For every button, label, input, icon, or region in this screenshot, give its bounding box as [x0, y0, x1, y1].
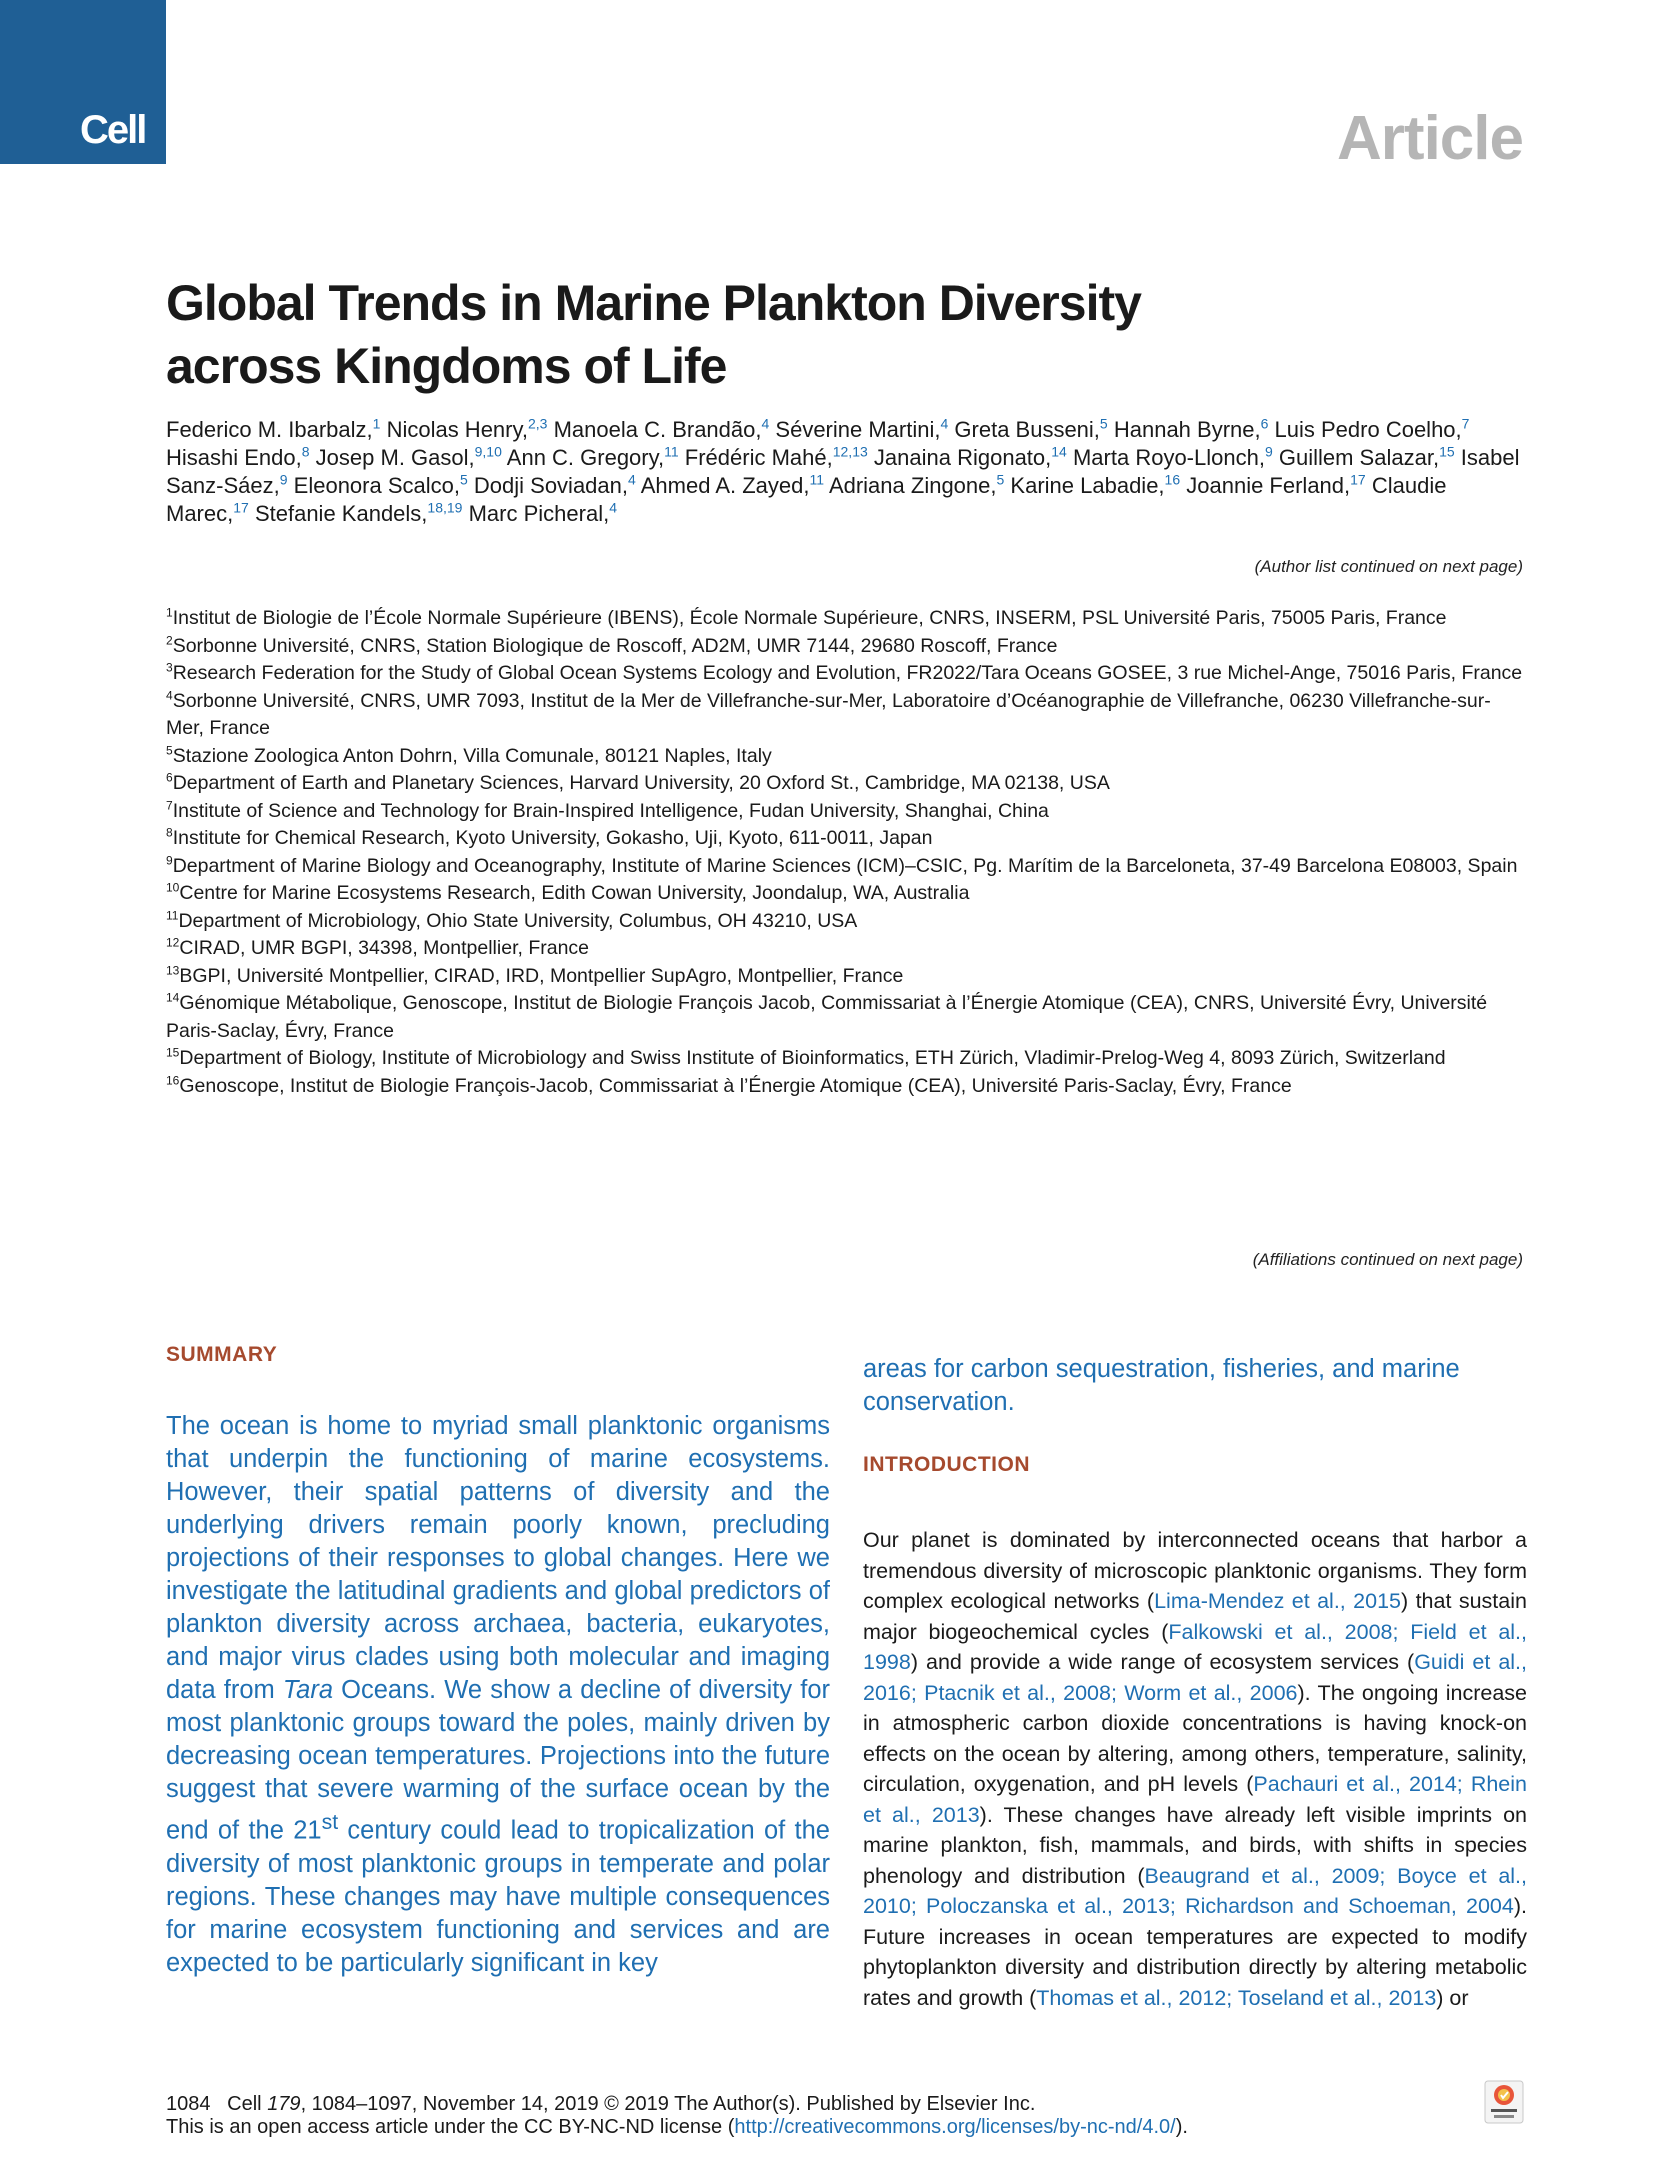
- author-name-text: Ann C. Gregory,: [506, 445, 665, 470]
- author-name-text: Frédéric Mahé,: [684, 445, 833, 470]
- summary-continued: areas for carbon sequestration, fisheries, and marine conservation.: [863, 1355, 1460, 1416]
- page-number: 1084: [166, 2093, 211, 2115]
- affiliation-number: 10: [166, 880, 180, 895]
- author-affiliation-ref[interactable]: 5: [459, 471, 468, 488]
- author-name-text: Séverine Martini,: [775, 417, 941, 442]
- introduction-text-segment: ) and provide a wide range of ecosystem services (: [910, 1650, 1415, 1674]
- author-name: [1073, 445, 1273, 470]
- author-affiliation-ref[interactable]: 9,10: [474, 443, 502, 460]
- title-line-2: across Kingdoms of Life: [166, 338, 727, 394]
- author-name-text: Marc Picheral,: [468, 501, 610, 526]
- author-name-text: Guillem Salazar,: [1278, 445, 1440, 470]
- author-name: [829, 473, 1004, 498]
- affiliation-text: Department of Marine Biology and Oceanography, Institute of Marine Sciences (ICM)–CSIC, Pg. Marítim de la Barceloneta, 37-49 Barcelona E08003, Spain: [172, 854, 1518, 877]
- affiliation-number: 5: [166, 743, 173, 757]
- footer-citation: , 1084–1097, November 14, 2019 © 2019 The Author(s). Published by Elsevier Inc.: [300, 2093, 1036, 2115]
- author-name-text: Claudie Marec,: [166, 473, 1447, 526]
- author-affiliation-ref[interactable]: 4: [609, 499, 617, 516]
- author-affiliation-ref[interactable]: 5: [1099, 415, 1108, 432]
- footer-journal: Cell: [227, 2093, 262, 2115]
- author-name-text: Hannah Byrne,: [1113, 417, 1261, 442]
- affiliation-text: CIRAD, UMR BGPI, 34398, Montpellier, France: [179, 937, 590, 959]
- author-name: [954, 417, 1107, 442]
- affiliation-text: Department of Microbiology, Ohio State University, Columbus, OH 43210, USA: [178, 909, 858, 932]
- introduction-heading: INTRODUCTION: [863, 1453, 1030, 1476]
- affiliation-number: 8: [166, 825, 173, 840]
- author-name-text: Karine Labadie,: [1010, 473, 1165, 498]
- citation-link[interactable]: Beaugrand et al., 2009; Boyce et al., 2010; Poloczanska et al., 2013; Richardson and Schoeman, 2004: [863, 1863, 1527, 1918]
- affiliation-number: 1: [166, 605, 173, 620]
- affiliation-item: [166, 853, 1528, 881]
- introduction-text-segment: ) or: [1436, 1985, 1469, 2010]
- introduction-text-segment: ). These changes have already left visible imprints on marine plankton, fish, mammals, and birds, with shifts in species phenology and distribution (: [863, 1802, 1528, 1888]
- citation-link[interactable]: Falkowski et al., 2008; Field et al., 1998: [863, 1619, 1527, 1674]
- cell-logo-box: [0, 0, 166, 164]
- author-name-text: Joannie Ferland,: [1186, 473, 1351, 498]
- affiliation-item: [166, 825, 1528, 853]
- author-name: [294, 473, 468, 498]
- affiliation-item: [166, 880, 1528, 908]
- affiliation-text: Department of Biology, Institute of Microbiology and Swiss Institute of Bioinformatics, ETH Zürich, Vladimir-Prelog-Weg 4, 8093 Zürich, Switzerland: [179, 1047, 1446, 1069]
- affiliation-text: Centre for Marine Ecosystems Research, Edith Cowan University, Joondalup, WA, Australia: [179, 882, 970, 904]
- author-affiliation-ref[interactable]: 2,3: [527, 415, 548, 432]
- title-line-1: Global Trends in Marine Plankton Diversity: [166, 275, 1141, 331]
- affiliation-text: Institut de Biologie de l’École Normale Supérieure (IBENS), École Normale Supérieure, CNRS, INSERM, PSL Université Paris, 75005 Paris, France: [172, 607, 1447, 629]
- affiliation-number: 9: [166, 853, 173, 867]
- affiliation-item: [166, 660, 1528, 688]
- check-for-updates-icon: [1484, 2080, 1524, 2124]
- affiliation-text: Department of Earth and Planetary Sciences, Harvard University, 20 Oxford St., Cambridge, MA 02138, USA: [172, 772, 1110, 794]
- author-name: [166, 445, 310, 470]
- affiliation-text: BGPI, Université Montpellier, CIRAD, IRD, Montpellier SupAgro, Montpellier, France: [179, 964, 904, 987]
- author-affiliation-ref[interactable]: 18,19: [427, 499, 463, 516]
- citation-link[interactable]: Pachauri et al., 2014; Rhein et al., 2013: [863, 1772, 1527, 1827]
- affiliation-text: Sorbonne Université, CNRS, Station Biologique de Roscoff, AD2M, UMR 7144, 29680 Roscoff, France: [172, 634, 1058, 657]
- author-affiliation-ref[interactable]: 17: [1350, 471, 1366, 488]
- author-affiliation-ref[interactable]: 1: [372, 415, 381, 432]
- author-name: [255, 501, 463, 526]
- affiliation-list: [166, 605, 1528, 1100]
- author-name: [874, 445, 1067, 470]
- affiliation-item: [166, 605, 1528, 633]
- affiliation-text: Genoscope, Institut de Biologie François-Jacob, Commissariat à l’Énergie Atomique (CEA), Université Paris-Saclay, Évry, France: [179, 1074, 1292, 1097]
- introduction-text-segment: ) that sustain major biogeochemical cycles (: [863, 1589, 1527, 1644]
- author-name-text: Eleonora Scalco,: [293, 473, 460, 498]
- author-name: [387, 417, 548, 442]
- affiliation-number: 15: [166, 1045, 180, 1060]
- author-name-text: Stefanie Kandels,: [254, 501, 428, 526]
- affiliation-item: [166, 633, 1528, 661]
- affiliation-number: 14: [166, 990, 180, 1005]
- author-affiliation-ref[interactable]: 14: [1051, 443, 1067, 460]
- author-name: [685, 445, 868, 470]
- citation-link[interactable]: Thomas et al., 2012; Toseland et al., 2013: [1036, 1985, 1437, 2010]
- author-name-text: Marta Royo-Llonch,: [1072, 445, 1265, 470]
- affiliation-item: [166, 688, 1528, 743]
- license-end: ).: [1175, 2116, 1188, 2138]
- affiliation-text: Génomique Métabolique, Genoscope, Institut de Biologie François Jacob, Commissariat à l’Énergie Atomique (CEA), CNRS, Université Évry, Université Paris-Saclay, Évry, France: [166, 992, 1488, 1042]
- summary-tara-italic: Tara: [282, 1676, 334, 1704]
- author-list: [166, 416, 1526, 528]
- affiliation-number: 4: [166, 688, 173, 702]
- affiliation-text: Institute of Science and Technology for Brain-Inspired Intelligence, Fudan University, Shanghai, China: [172, 799, 1049, 822]
- author-affiliation-ref[interactable]: 12,13: [832, 443, 868, 460]
- author-name: [507, 445, 679, 470]
- author-affiliation-ref[interactable]: 6: [1260, 415, 1269, 432]
- introduction-text-segment: Our planet is dominated by interconnected oceans that harbor a tremendous diversity of microscopic planktonic organisms. They form complex ecological networks (: [863, 1528, 1527, 1613]
- author-name: [1275, 417, 1470, 442]
- author-name-text: Janaina Rigonato,: [873, 445, 1052, 470]
- affiliation-number: 13: [166, 963, 180, 977]
- author-list-note: (Author list continued on next page): [1254, 557, 1523, 576]
- affiliation-item: [166, 990, 1528, 1045]
- author-name-text: Adriana Zingone,: [828, 473, 997, 498]
- author-name: [1186, 473, 1365, 498]
- author-affiliation-ref[interactable]: 9: [279, 471, 288, 488]
- article-title: [166, 272, 1366, 398]
- author-name: [554, 417, 770, 442]
- author-affiliation-ref[interactable]: 4: [940, 415, 949, 432]
- author-affiliation-ref[interactable]: 11: [664, 443, 679, 460]
- summary-heading: SUMMARY: [166, 1343, 278, 1366]
- author-name-text: Hisashi Endo,: [166, 445, 302, 470]
- summary-text-c: century could lead to tropicalization of the diversity of most planktonic groups in temperate and polar regions. These changes may have multiple consequences for marine ecosystem functioning and services and are expected to be particularly significant in key: [166, 1816, 830, 1977]
- author-name-text: Greta Busseni,: [954, 417, 1100, 442]
- author-affiliation-ref[interactable]: 4: [761, 415, 770, 432]
- affiliation-item: [166, 1045, 1528, 1073]
- summary-text-b: Oceans. We show a decline of diversity for most planktonic groups toward the poles, mainly driven by decreasing ocean temperatures. Projections into the future suggest that severe warming of the surface ocean by the end of the 21: [166, 1676, 830, 1845]
- affiliation-number: 2: [166, 633, 173, 647]
- author-affiliation-ref[interactable]: 11: [809, 471, 825, 488]
- author-affiliation-ref[interactable]: 4: [628, 471, 636, 488]
- affiliation-number: 11: [166, 908, 179, 922]
- affiliation-item: [166, 908, 1528, 936]
- affiliation-number: 3: [166, 660, 173, 675]
- affiliation-number: 7: [166, 798, 173, 812]
- license-line: [166, 2116, 1466, 2139]
- author-name: [316, 445, 502, 470]
- cell-logo: Cell: [80, 108, 146, 152]
- author-name: [641, 473, 824, 498]
- author-name: [474, 473, 636, 498]
- check-for-updates-badge[interactable]: [1484, 2080, 1524, 2124]
- affiliation-number: 6: [166, 770, 173, 785]
- affiliation-item: [166, 1073, 1528, 1101]
- article-type-label: Article: [1337, 104, 1523, 173]
- affiliation-number: 16: [166, 1073, 180, 1087]
- affiliation-item: [166, 963, 1528, 991]
- affiliation-text: Institute for Chemical Research, Kyoto University, Gokasho, Uji, Kyoto, 611-0011, Japan: [172, 827, 933, 849]
- author-name-text: Isabel Sanz-Sáez,: [166, 445, 1520, 498]
- author-name-text: Dodji Soviadan,: [473, 473, 629, 498]
- summary-superscript: st: [321, 1810, 339, 1834]
- introduction-text-segment: ). Future increases in ocean temperatures are expected to modify phytoplankton diversity and distribution directly by altering metabolic rates and growth (: [863, 1894, 1527, 2010]
- author-name-text: Nicolas Henry,: [386, 417, 528, 442]
- author-affiliation-ref[interactable]: 5: [996, 471, 1005, 488]
- author-name-text: Josep M. Gasol,: [315, 445, 475, 470]
- affiliation-item: [166, 743, 1528, 771]
- citation-line: [166, 2093, 1466, 2116]
- author-name-text: Luis Pedro Coelho,: [1274, 417, 1462, 442]
- author-affiliation-ref[interactable]: 7: [1461, 415, 1470, 432]
- introduction-text-segment: ). The ongoing increase in atmospheric carbon dioxide concentrations is having knock-on effects on the ocean by altering, among others, temperature, salinity, circulation, oxygenation, and pH levels (: [863, 1680, 1527, 1796]
- author-affiliation-ref[interactable]: 17: [233, 499, 249, 516]
- page-footer: [166, 2093, 1466, 2139]
- license-link[interactable]: http://creativecommons.org/licenses/by-nc-nd/4.0/: [734, 2116, 1176, 2138]
- affiliation-text: Research Federation for the Study of Global Ocean Systems Ecology and Evolution, FR2022/Tara Oceans GOSEE, 3 rue Michel-Ange, 75016 Paris, France: [172, 662, 1523, 684]
- citation-link[interactable]: Lima-Mendez et al., 2015: [1154, 1589, 1402, 1613]
- affiliation-text: Sorbonne Université, CNRS, UMR 7093, Institut de la Mer de Villefranche-sur-Mer, Laboratoire d’Océanographie de Villefranche, 06230 Villefranche-sur-Mer, France: [166, 689, 1491, 739]
- affiliation-item: [166, 935, 1528, 963]
- author-name: [1114, 417, 1269, 442]
- author-affiliation-ref[interactable]: 8: [301, 443, 310, 460]
- affiliation-number: 12: [166, 935, 180, 950]
- author-affiliation-ref[interactable]: 15: [1439, 443, 1455, 460]
- affiliation-item: [166, 798, 1528, 826]
- author-name: [1279, 445, 1455, 470]
- summary-text-a: The ocean is home to myriad small planktonic organisms that underpin the functioning of marine ecosystems. However, their spatial patterns of diversity and the underlying drivers remain poorly known, precluding projections of their responses to global changes. Here we investigate the latitudinal gradients and global predictors of plankton diversity across archaea, bacteria, eukaryotes, and major virus clades using both molecular and imaging data from: [166, 1412, 830, 1704]
- author-name-text: Ahmed A. Zayed,: [640, 473, 810, 498]
- author-affiliation-ref[interactable]: 16: [1164, 471, 1181, 488]
- author-name-text: Manoela C. Brandão,: [553, 417, 762, 442]
- affiliations-note: (Affiliations continued on next page): [1252, 1250, 1523, 1269]
- citation-link[interactable]: Guidi et al., 2016; Ptacnik et al., 2008; Worm et al., 2006: [863, 1650, 1527, 1705]
- introduction-text: [863, 1525, 1527, 2013]
- footer-volume: 179: [267, 2093, 301, 2115]
- author-affiliation-ref[interactable]: 9: [1264, 443, 1273, 460]
- author-name: [166, 417, 380, 442]
- summary-text: [166, 1410, 830, 1980]
- author-name-text: Federico M. Ibarbalz,: [166, 417, 373, 442]
- author-name: [469, 501, 617, 526]
- author-name: [1010, 473, 1180, 498]
- license-text: This is an open access article under the CC BY-NC-ND license (: [166, 2116, 735, 2138]
- author-name: [775, 417, 948, 442]
- affiliation-text: Stazione Zoologica Anton Dohrn, Villa Comunale, 80121 Naples, Italy: [172, 744, 772, 767]
- affiliation-item: [166, 770, 1528, 798]
